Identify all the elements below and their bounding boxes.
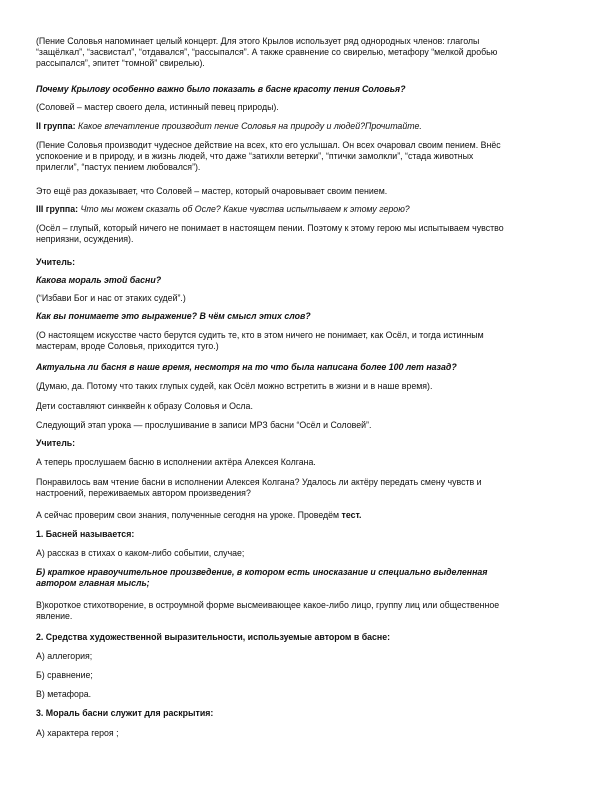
group-3-task	[36, 204, 576, 215]
test-q2-option-c: В) метафора.	[36, 689, 92, 699]
paragraph-next-stage: Следующий этап урока — прослушивание в записи МРЗ басни “Осёл и Соловей”.	[36, 420, 372, 430]
question-liked-reading: Понравилось вам чтение басни в исполнении Алексея Колгана? Удалось ли актёру передать смену чувств и настроений, переживаемых автором произведения?	[36, 477, 482, 499]
teacher-label-2: Учитель:	[36, 438, 76, 448]
answer-nightingale-master: (Соловей – мастер своего дела, истинный певец природы).	[36, 102, 279, 112]
test-q1-option-c: В)короткое стихотворение, в остроумной форме высмеивающее какое-либо лицо, группу лиц или общественное явление.	[36, 600, 500, 622]
group-3-label: III группа:	[36, 204, 79, 214]
group-2-label: II группа:	[36, 121, 76, 131]
paragraph-singing-analysis: (Пение Соловья напоминает целый концерт. Для этого Крылов использует ряд однородных членов: глаголы “защёлкал”, “засвистал”, “отдавался”, “рассыпался”. А также сравнение со свирелью, метафору “мелкой дробью рассыпался”, эпитет “томной” свирелью).	[36, 36, 498, 69]
paragraph-conclusion-master: Это ещё раз доказывает, что Соловей – мастер, который очаровывает своим пением.	[36, 186, 388, 196]
test-question-1: 1. Басней называется:	[36, 529, 135, 539]
question-why-show-beauty: Почему Крылову особенно важно было показать в басне красоту пения Соловья?	[36, 84, 406, 94]
paragraph-listen-actor: А теперь прослушаем басню в исполнении актёра Алексея Колгана.	[36, 457, 316, 467]
test-question-3: 3. Мораль басни служит для раскрытия:	[36, 708, 214, 718]
test-q1-option-b: Б) краткое нравоучительное произведение, в котором есть иносказание и специально выделенная автором главная мысль;	[36, 567, 488, 589]
answer-effect-of-singing: (Пение Соловья производит чудесное действие на всех, кто его услышал. Он всех очаровал своим пением. Внёс успокоение и в природу, и в жизнь людей, что даже “затихли ветерки”, “птички замолкли”, “стада животных прилегли”, “пастух пением любовался”).	[36, 140, 501, 173]
question-moral: Какова мораль этой басни?	[36, 275, 162, 285]
group-3-question: Что мы можем сказать об Осле? Какие чувства испытываем к этому герою?	[78, 204, 410, 214]
teacher-label-1: Учитель:	[36, 257, 76, 267]
answer-relevance: (Думаю, да. Потому что таких глупых судей, как Осёл можно встретить в жизни и в наше время).	[36, 381, 433, 391]
question-expression-meaning: Как вы понимаете это выражение? В чём смысл этих слов?	[36, 311, 311, 321]
question-relevance: Актуальна ли басня в наше время, несмотря на то что была написана более 100 лет назад?	[36, 362, 457, 372]
answer-moral-quote: (“Избави Бог и нас от этаких судей”.)	[36, 293, 186, 303]
test-q2-option-a: А) аллегория;	[36, 651, 93, 661]
answer-about-donkey: (Осёл – глупый, который ничего не понимает в настоящем пении. Поэтому к этому герою мы испытываем чувство неприязни, осуждения).	[36, 223, 504, 245]
test-q3-option-a: А) характера героя ;	[36, 728, 119, 738]
group-2-task	[36, 121, 576, 132]
group-2-question: Какое впечатление производит пение Соловья на природу и людей?Прочитайте.	[75, 121, 422, 131]
test-q2-option-b: Б) сравнение;	[36, 670, 93, 680]
test-intro-text: А сейчас проверим свои знания, полученные сегодня на уроке. Проведём	[36, 510, 342, 520]
paragraph-cinquain: Дети составляют синквейн к образу Соловья и Осла.	[36, 401, 253, 411]
paragraph-test-intro	[36, 510, 576, 521]
answer-expression-meaning: (О настоящем искусстве часто берутся судить те, кто в этом ничего не понимает, как Осёл, и тогда истинным мастерам, вроде Соловья, приходится туго.)	[36, 330, 484, 352]
test-word: тест.	[341, 510, 362, 520]
test-question-2: 2. Средства художественной выразительности, используемые автором в басне:	[36, 632, 391, 642]
test-q1-option-a: А) рассказ в стихах о каком-либо событии, случае;	[36, 548, 245, 558]
